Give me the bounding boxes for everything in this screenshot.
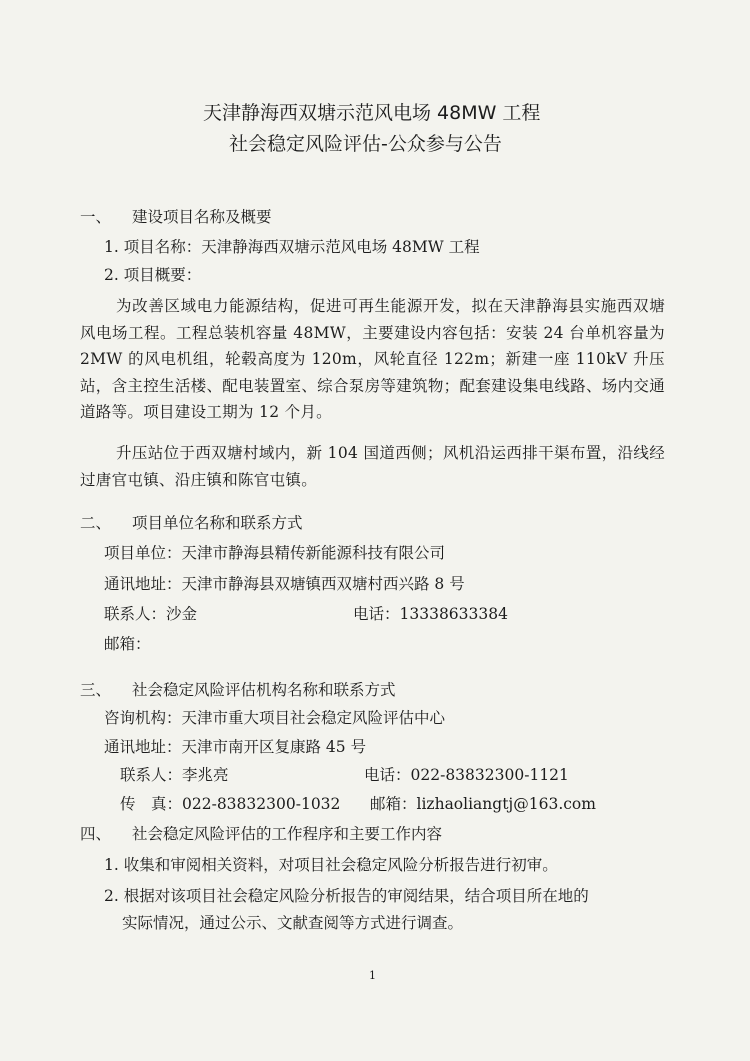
section4-item2-line2: 实际情况，通过公示、文献查阅等方式进行调查。 <box>122 914 464 932</box>
section3-org: 咨询机构：天津市重大项目社会稳定风险评估中心 <box>104 709 446 727</box>
section2-heading: 项目单位名称和联系方式 <box>132 514 303 532</box>
section1-heading: 建设项目名称及概要 <box>132 208 272 226</box>
section1-item2: 2. 项目概要： <box>104 266 202 284</box>
section3-number: 三、 <box>80 681 112 699</box>
section2-phone: 电话：13338633384 <box>353 605 508 623</box>
section4-item1: 1. 收集和审阅相关资料，对项目社会稳定风险分析报告进行初审。 <box>104 856 558 874</box>
page-number: 1 <box>369 969 376 982</box>
section1-item1: 1. 项目名称：天津静海西双塘示范风电场 48MW 工程 <box>104 238 480 256</box>
section4-item2-line1: 2. 根据对该项目社会稳定风险分析报告的审阅结果，结合项目所在地的 <box>104 887 589 905</box>
section2-unit: 项目单位：天津市静海县精传新能源科技有限公司 <box>104 544 446 562</box>
section2-email: 邮箱： <box>104 635 151 653</box>
section3-fax: 传 真：022-83832300-1032 <box>120 795 341 813</box>
section3-address: 通讯地址：天津市南开区复康路 45 号 <box>104 738 367 756</box>
title-line-2: 社会稳定风险评估-公众参与公告 <box>229 133 502 155</box>
section3-contact: 联系人：李兆亮 <box>120 766 229 784</box>
section1-paragraph1: 为改善区域电力能源结构，促进可再生能源开发，拟在天津静海县实施西双塘风电场工程。工程总装机容量 48MW，主要建设内容包括：安装 24 台单机容量为 2MW 的风电机组，轮毂高度为 120m，风轮直径 122m；新建一座 110kV 升压站，含主控生活楼、配电装置室、综合泵房等建筑物；配套建设集电线路、场内交通道路等。项目建设工期为 12 个月。 <box>80 297 665 421</box>
title-line-1: 天津静海西双塘示范风电场 48MW 工程 <box>203 102 541 124</box>
section2-address: 通讯地址：天津市静海县双塘镇西双塘村西兴路 8 号 <box>104 575 465 593</box>
section3-phone: 电话：022-83832300-1121 <box>364 766 569 784</box>
section1-paragraph2: 升压站位于西双塘村域内，新 104 国道西侧；风机沿运西排干渠布置，沿线经过唐官屯镇、沿庄镇和陈官屯镇。 <box>80 444 665 489</box>
section3-heading: 社会稳定风险评估机构名称和联系方式 <box>132 681 396 699</box>
section4-heading: 社会稳定风险评估的工作程序和主要工作内容 <box>132 825 443 843</box>
section1-number: 一、 <box>80 208 112 226</box>
section2-number: 二、 <box>80 514 112 532</box>
section4-number: 四、 <box>80 825 112 843</box>
section2-contact: 联系人：沙金 <box>104 605 198 623</box>
section3-email: 邮箱：lizhaoliangtj@163.com <box>370 795 596 813</box>
